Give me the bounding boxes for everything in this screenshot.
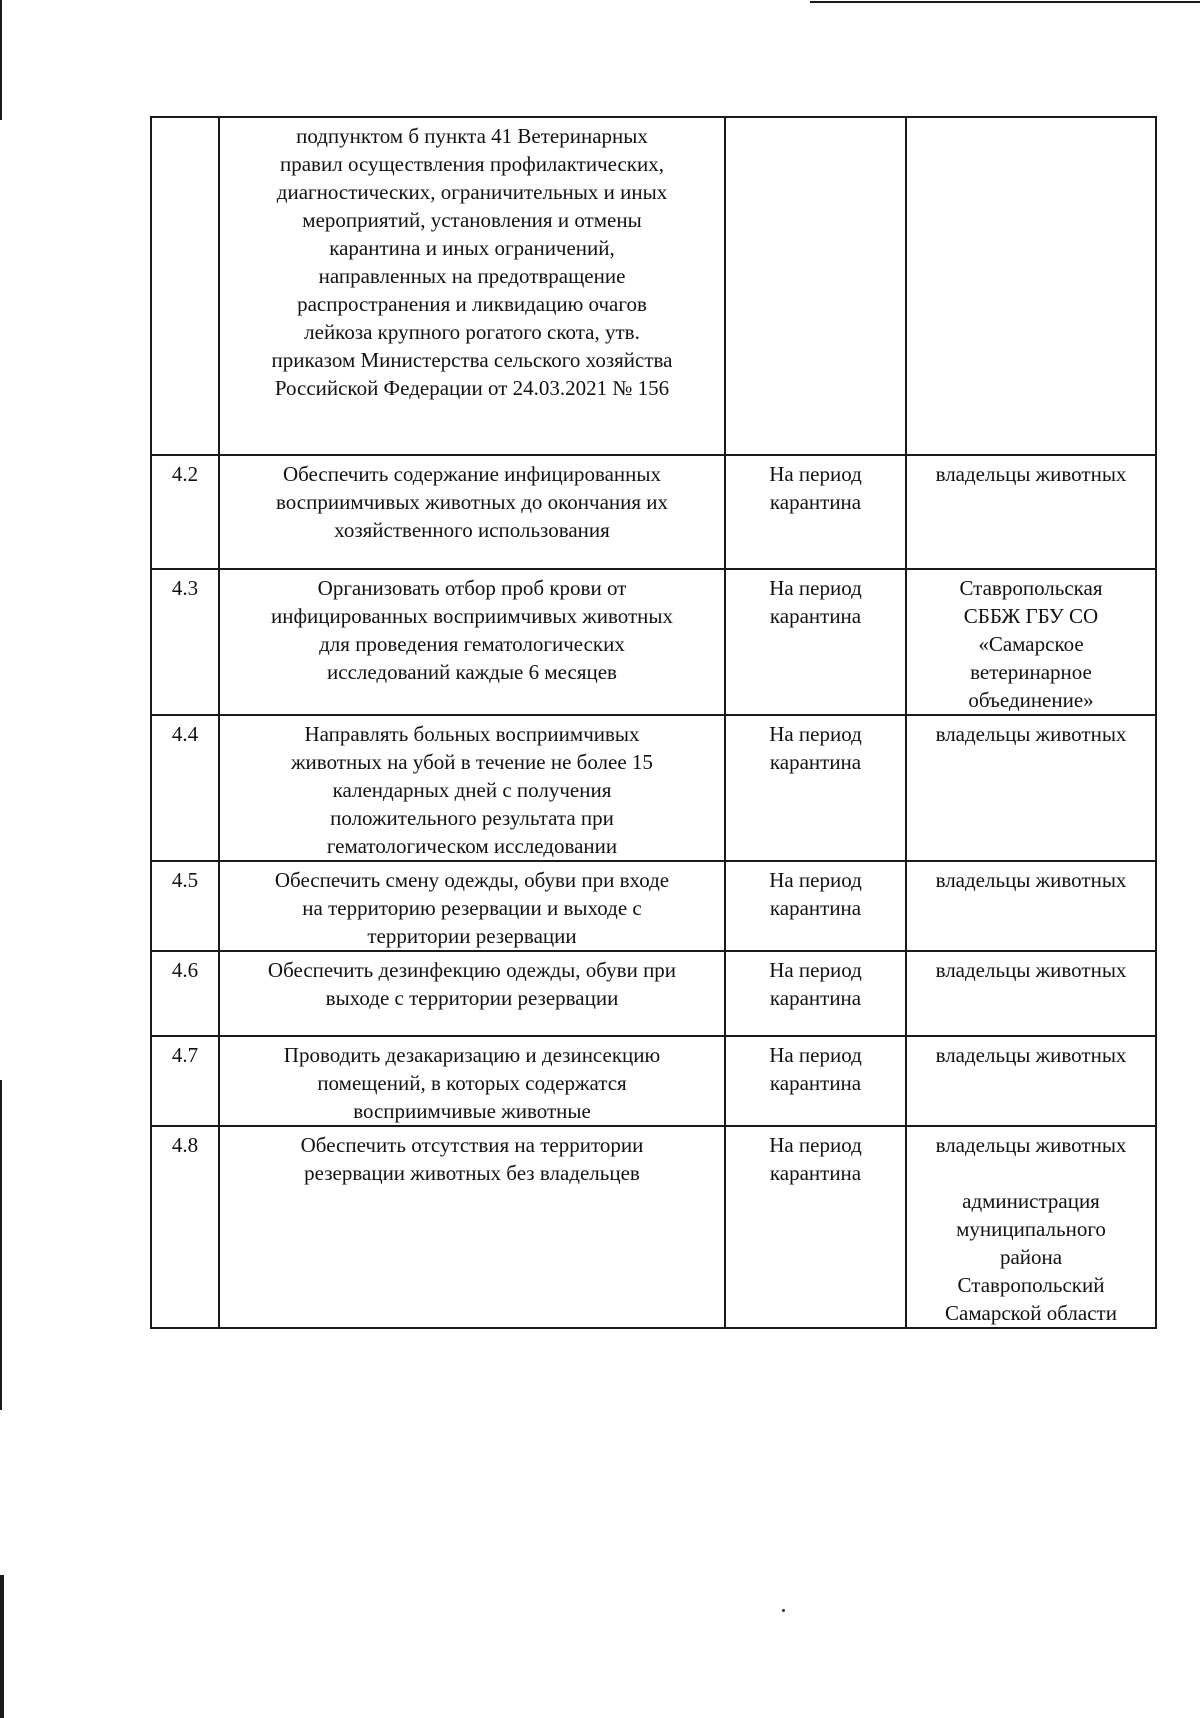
row-responsible: владельцы животных (906, 1036, 1156, 1126)
row-action: Обеспечить дезинфекцию одежды, обуви при выходе с территории резервации (219, 951, 725, 1036)
row-responsible: владельцы животных (906, 861, 1156, 951)
table-row (151, 455, 1156, 569)
table-row (151, 569, 1156, 715)
table-row (151, 1036, 1156, 1126)
row-action: Обеспечить содержание инфицированных восприимчивых животных до окончания их хозяйственного использования (219, 455, 725, 569)
row-responsible: владельцы животных (935, 1133, 1127, 1157)
row-term: На период карантина (725, 1036, 906, 1126)
row-action: Обеспечить отсутствия на территории резервации животных без владельцев (219, 1126, 725, 1328)
row-action: Направлять больных восприимчивых животных на убой в течение не более 15 календарных дней с получения положительного результата при гематологическом исследовании (219, 715, 725, 861)
scan-edge-mark (0, 1575, 4, 1718)
row-term: На период карантина (725, 861, 906, 951)
row-term: На период карантина (725, 715, 906, 861)
table-row (151, 715, 1156, 861)
row-number (151, 117, 219, 455)
row-action: Обеспечить смену одежды, обуви при входе на территорию резервации и выходе с территории резервации (219, 861, 725, 951)
row-action: подпунктом б пункта 41 Ветеринарных правил осуществления профилактических, диагностических, ограничительных и иных мероприятий, установления и отмены карантина и иных ограничений, направленных на предотвращение распространения и ликвидацию очагов лейкоза крупного рогатого скота, утв. приказом Министерства сельского хозяйства Российской Федерации от 24.03.2021 № 156 (219, 117, 725, 455)
row-number: 4.8 (151, 1126, 219, 1328)
row-term: На период карантина (725, 569, 906, 715)
scan-edge-mark (0, 1080, 2, 1410)
table-row (151, 861, 1156, 951)
row-term: На период карантина (725, 455, 906, 569)
row-action: Проводить дезакаризацию и дезинсекцию помещений, в которых содержатся восприимчивые животные (219, 1036, 725, 1126)
row-responsible: владельцы животных (906, 455, 1156, 569)
row-action: Организовать отбор проб крови от инфицированных восприимчивых животных для проведения гематологических исследований каждые 6 месяцев (219, 569, 725, 715)
row-number: 4.3 (151, 569, 219, 715)
scan-edge-line (810, 1, 1200, 3)
table-row (151, 117, 1156, 455)
row-term: На период карантина (725, 1126, 906, 1328)
row-number: 4.5 (151, 861, 219, 951)
row-responsible (906, 117, 1156, 455)
row-term (725, 117, 906, 455)
row-number: 4.2 (151, 455, 219, 569)
measures-table (150, 116, 1157, 1329)
row-responsible: Ставропольская СББЖ ГБУ СО «Самарское ветеринарное объединение» (906, 569, 1156, 715)
row-number: 4.7 (151, 1036, 219, 1126)
row-responsible: владельцы животных (906, 951, 1156, 1036)
table-row (151, 1126, 1156, 1328)
row-responsible-extra: администрация муниципального района Ставропольский Самарской области (945, 1189, 1117, 1325)
row-term: На период карантина (725, 951, 906, 1036)
scan-speck (782, 1609, 785, 1612)
row-responsible-cell (906, 1126, 1156, 1328)
row-number: 4.6 (151, 951, 219, 1036)
row-number: 4.4 (151, 715, 219, 861)
table-row (151, 951, 1156, 1036)
scan-edge-mark (0, 0, 2, 120)
row-responsible: владельцы животных (906, 715, 1156, 861)
